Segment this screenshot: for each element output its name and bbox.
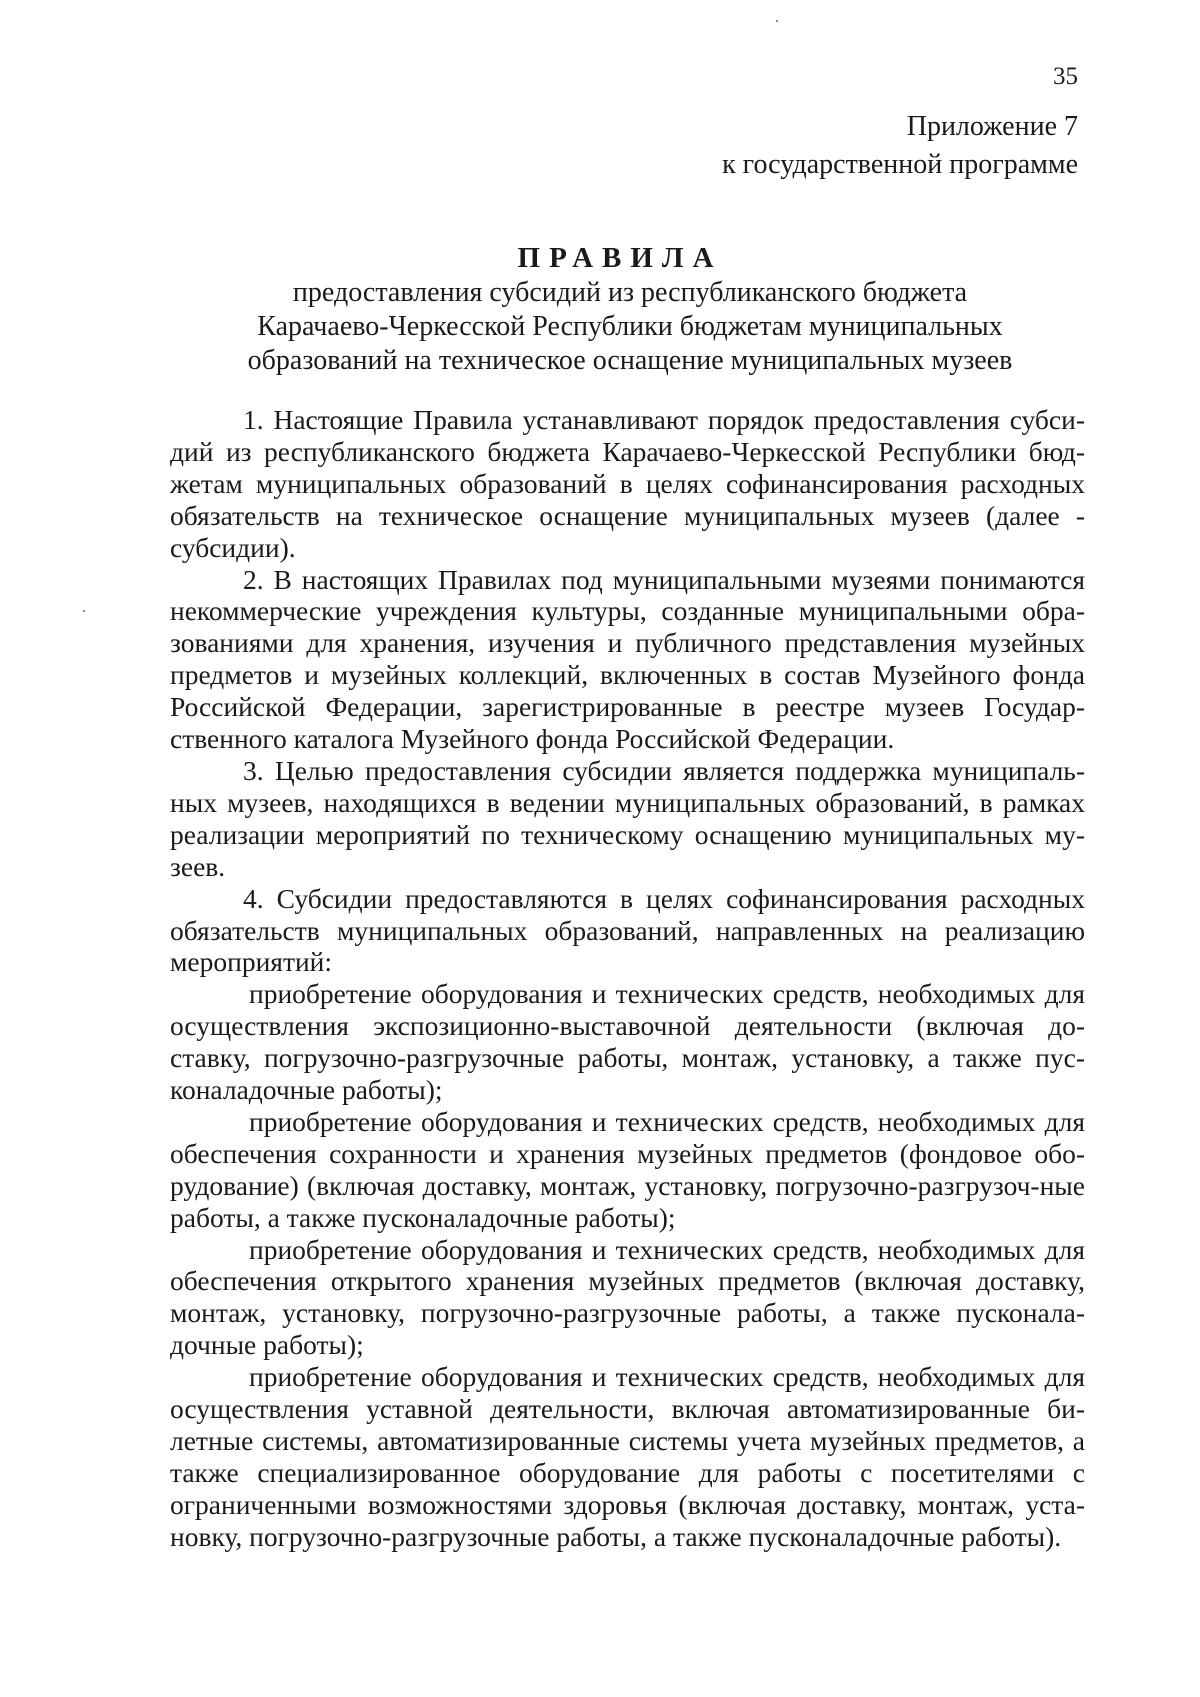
paragraph-3: 3. Целью предоставления субсидии является поддержка муниципаль-ных музеев, находящихся в ведении муниципальных образований, в рамках реализации мероприятий по техническому оснащению муниципальных му-зеев.: [170, 754, 1085, 882]
list-item: приобретение оборудования и технических средств, необходимых для обеспечения сохранности и хранения музейных предметов (фондовое обо-рудование) (включая доставку, монтаж, установку, погрузочно-разгрузоч-ные работы, а также пусконаладочные работы);: [170, 1105, 1085, 1233]
appendix-line: к государственной программе: [722, 149, 1078, 180]
subtitle-line: образований на техническое оснащение муниципальных музеев: [247, 345, 1013, 376]
scan-speck: [776, 20, 778, 22]
paragraph-4: 4. Субсидии предоставляются в целях софинансирования расходных обязательств муниципальных образований, направленных на реализацию мероприятий:: [170, 882, 1085, 978]
list-item: приобретение оборудования и технических средств, необходимых для осуществления экспозиционно-выставочной деятельности (включая до-ставку, погрузочно-разгрузочные работы, монтаж, установку, а также пус-коналадочные работы);: [170, 978, 1085, 1106]
appendix-line: Приложение 7: [906, 111, 1078, 142]
document-subtitle: [175, 276, 1085, 378]
subtitle-line: Карачаево-Черкесской Республики бюджетам муниципальных: [257, 311, 1003, 342]
appendix-reference: [722, 108, 1078, 184]
subtitle-line: предоставления субсидий из республиканского бюджета: [292, 277, 968, 308]
list-item: приобретение оборудования и технических средств, необходимых для обеспечения открытого хранения музейных предметов (включая доставку, монтаж, установку, погрузочно-разгрузочные работы, а также пусконала-дочные работы);: [170, 1233, 1085, 1361]
paragraph-1: 1. Настоящие Правила устанавливают порядок предоставления субси-дий из республиканского бюджета Карачаево-Черкесской Республики бюд-жетам муниципальных образований в целях софинансирования расходных обязательств на техническое оснащение муниципальных музеев (далее - субсидии).: [170, 404, 1085, 563]
list-item: приобретение оборудования и технических средств, необходимых для осуществления уставной деятельности, включая автоматизированные би-летные системы, автоматизированные системы учета музейных предметов, а также специализированное оборудование для работы с посетителями с ограниченными возможностями здоровья (включая доставку, монтаж, уста-новку, погрузочно-разгрузочные работы, а также пусконаладочные работы).: [170, 1361, 1085, 1552]
document-body: [170, 404, 1085, 1553]
page-number: 35: [1053, 63, 1078, 90]
scan-speck: [83, 610, 85, 612]
document-title: ПРАВИЛА: [517, 242, 723, 274]
paragraph-2: 2. В настоящих Правилах под муниципальными музеями понимаются некоммерческие учреждения культуры, созданные муниципальными обра-зованиями для хранения, изучения и публичного представления музейных предметов и музейных коллекций, включенных в состав Музейного фонда Российской Федерации, зарегистрированные в реестре музеев Государ-ственного каталога Музейного фонда Российской Федерации.: [170, 563, 1085, 755]
